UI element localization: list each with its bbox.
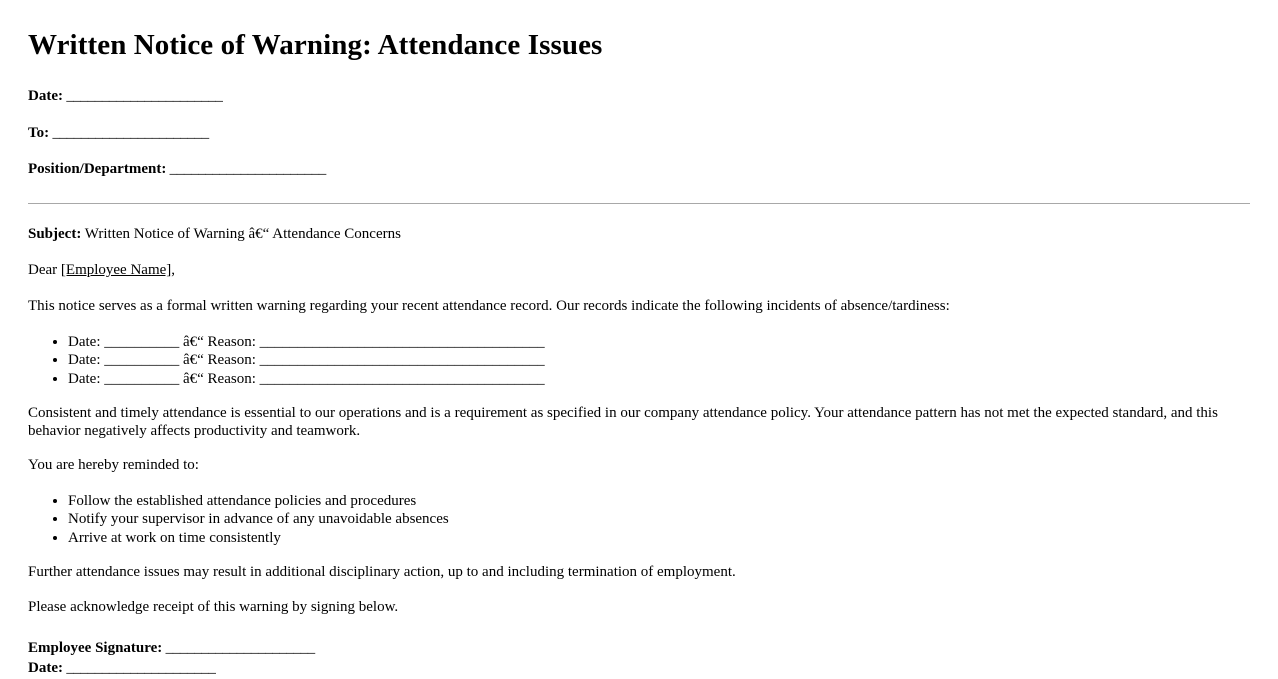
consequence-paragraph: Further attendance issues may result in additional disciplinary action, up to and including termination of employment.	[28, 563, 736, 580]
field-date	[28, 88, 1250, 106]
subject-line	[28, 226, 1250, 244]
signature-block	[28, 638, 1250, 679]
signature-date-label: Date:	[28, 660, 63, 677]
policy-paragraph: Consistent and timely attendance is essential to our operations and is a requirement as specified in our company attendance policy. Your attendance pattern has not met the expected standard, and this behavior negatively affects productivity and teamwork.	[28, 404, 1218, 439]
signature-date-blank[interactable]: _____________________	[62, 660, 216, 677]
list-item: • Arrive at work on time consistently	[68, 529, 1250, 547]
employee-signature-label: Employee Signature:	[28, 640, 163, 657]
list-item[interactable]: • Date: __________ â€“ Reason: ______________________________________	[68, 333, 1250, 351]
employee-name-placeholder[interactable]: [Employee Name]	[60, 261, 172, 278]
list-item: • Notify your supervisor in advance of any unavoidable absences	[68, 510, 1250, 528]
acknowledgement-paragraph: Please acknowledge receipt of this warning by signing below.	[28, 598, 399, 615]
field-to-label: To:	[28, 124, 50, 141]
field-position-department-blank[interactable]: ______________________	[166, 161, 326, 178]
salutation-suffix: ,	[171, 261, 176, 278]
page-title: Written Notice of Warning: Attendance Issues	[28, 29, 603, 61]
subject-label: Subject:	[28, 225, 82, 242]
section-divider	[28, 203, 1250, 204]
field-position-department-label: Position/Department:	[28, 161, 167, 178]
intro-paragraph: This notice serves as a formal written warning regarding your recent attendance record. Our records indicate the following incidents of absence/tardiness:	[28, 298, 950, 315]
salutation	[28, 262, 1250, 280]
subject-value: Written Notice of Warning â€“ Attendance Concerns	[81, 225, 401, 242]
field-to	[28, 125, 1250, 143]
field-position-department	[28, 161, 1250, 179]
field-date-blank[interactable]: ______________________	[62, 87, 223, 104]
incident-list	[28, 333, 1250, 388]
list-item[interactable]: • Date: __________ â€“ Reason: ______________________________________	[68, 351, 1250, 369]
list-item[interactable]: • Date: __________ â€“ Reason: ______________________________________	[68, 370, 1250, 388]
list-item: • Follow the established attendance policies and procedures	[68, 492, 1250, 510]
field-date-label: Date:	[28, 87, 63, 104]
field-to-blank[interactable]: ______________________	[49, 124, 209, 141]
salutation-prefix: Dear	[28, 261, 61, 278]
reminder-list	[28, 492, 1250, 547]
employee-signature-blank[interactable]: _____________________	[162, 640, 315, 657]
reminder-intro: You are hereby reminded to:	[28, 457, 199, 474]
